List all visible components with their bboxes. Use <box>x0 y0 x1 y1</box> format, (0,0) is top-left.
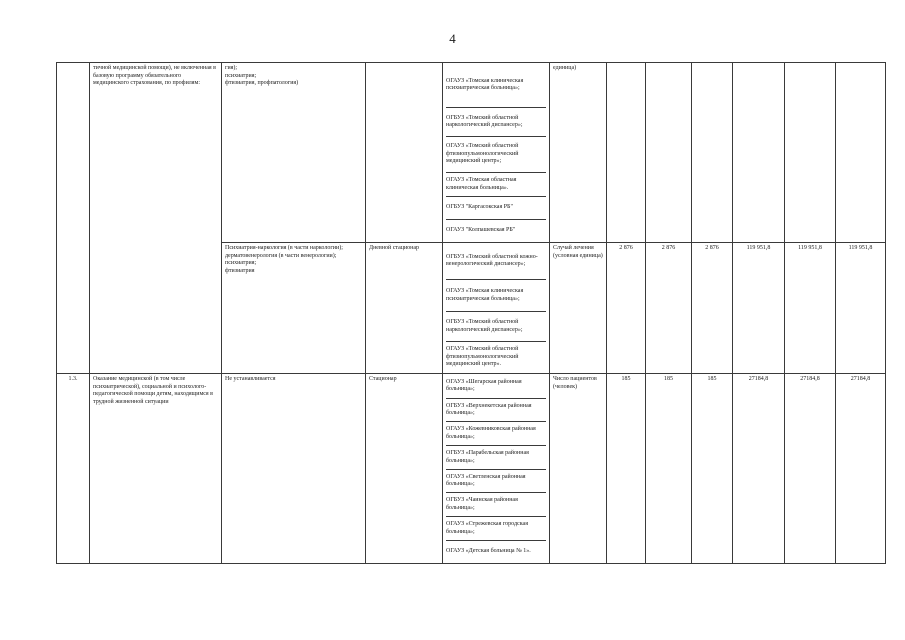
services-table <box>56 62 886 564</box>
list-item: ОГАУЗ «Томский областной фтизиопульмонологический медицинский центр»; <box>446 136 546 172</box>
list-item: ОГБУЗ «Томский областной наркологический диспансер»; <box>446 107 546 136</box>
value-cell: 119 951,8 <box>836 243 886 374</box>
value-cell: 27184,8 <box>733 374 785 564</box>
page-number: 4 <box>449 31 456 46</box>
list-item: ОГБУЗ «Томский областной наркологический диспансер»; <box>446 311 546 341</box>
condition-cell <box>366 63 443 243</box>
row-number-cell: 1.3. <box>57 374 90 564</box>
profiles-cell: Не устанавливается <box>222 374 366 564</box>
list-item: ОГАУЗ «Кожевниковская районная больница»; <box>446 421 546 445</box>
condition-cell: Стационар <box>366 374 443 564</box>
list-item: ОГБУЗ «Парабельская районная больница»; <box>446 445 546 469</box>
condition-cell: Дневной стационар <box>366 243 443 374</box>
value-cell: 2 876 <box>607 243 646 374</box>
list-item: ОГАУЗ «Детская больница № 1». <box>446 540 546 562</box>
institutions-cell <box>443 243 550 374</box>
value-cell: 2 876 <box>692 243 733 374</box>
list-item: ОГАУЗ «Томская клиническая психиатрическая больница»; <box>446 279 546 311</box>
units-cell: единица) <box>550 63 607 243</box>
table-row <box>57 374 886 564</box>
value-cell: 27184,8 <box>836 374 886 564</box>
units-cell: Случай лечения (условная единица) <box>550 243 607 374</box>
list-item: ОГАУЗ «Томский областной фтизиопульмонологический медицинский центр». <box>446 341 546 373</box>
value-cell: 27184,8 <box>785 374 836 564</box>
list-item: ОГБУЗ «Чаинская районная больница»; <box>446 492 546 516</box>
row-number-cell <box>57 63 90 374</box>
list-item: ОГБУЗ «Верхнекетская районная больница»; <box>446 398 546 421</box>
value-cell: 185 <box>646 374 692 564</box>
list-item: ОГАУЗ «Шегарская районная больница»; <box>446 378 522 392</box>
list-item: ОГАУЗ «Стрежевская городская больница»; <box>446 516 546 540</box>
profiles-cell: Психиатрия-наркология (в части наркологии); дерматовенерология (в части венерологии); психиатрия; фтизиатрия <box>222 243 366 374</box>
institutions-cell <box>443 374 550 564</box>
value-cell: 185 <box>607 374 646 564</box>
list-item: ОГАУЗ "Колпашевская РБ" <box>446 219 546 241</box>
list-item: ОГБУЗ "Каргасокская РБ" <box>446 196 546 219</box>
list-item: ОГАУЗ «Томская клиническая психиатрическая больница»; <box>446 77 524 91</box>
value-cell: 2 876 <box>646 243 692 374</box>
list-item: ОГБУЗ «Томский областной кожно-венерологический диспансер»; <box>446 253 538 267</box>
value-cell: 185 <box>692 374 733 564</box>
institutions-cell <box>443 63 550 243</box>
list-item: ОГАУЗ «Томская областная клиническая больница». <box>446 172 546 196</box>
profiles-cell: гия); психиатрия; фтизиатрия, профпатология) <box>222 63 366 243</box>
units-cell: Число пациентов (человек) <box>550 374 607 564</box>
value-cell: 119 951,8 <box>785 243 836 374</box>
service-description-cell: тичной медицинской помощи), не включенная в базовую программу обязательного медицинского страхования, по профилям: <box>90 63 222 374</box>
service-description-cell: Оказание медицинской (в том числе психиатрической), социальной и психолого-педагогической помощи детям, находящимся в трудной жизненной ситуации <box>90 374 222 564</box>
list-item: ОГАУЗ «Светленская районная больница»; <box>446 469 546 492</box>
table-row <box>57 63 886 243</box>
value-cell: 119 951,8 <box>733 243 785 374</box>
